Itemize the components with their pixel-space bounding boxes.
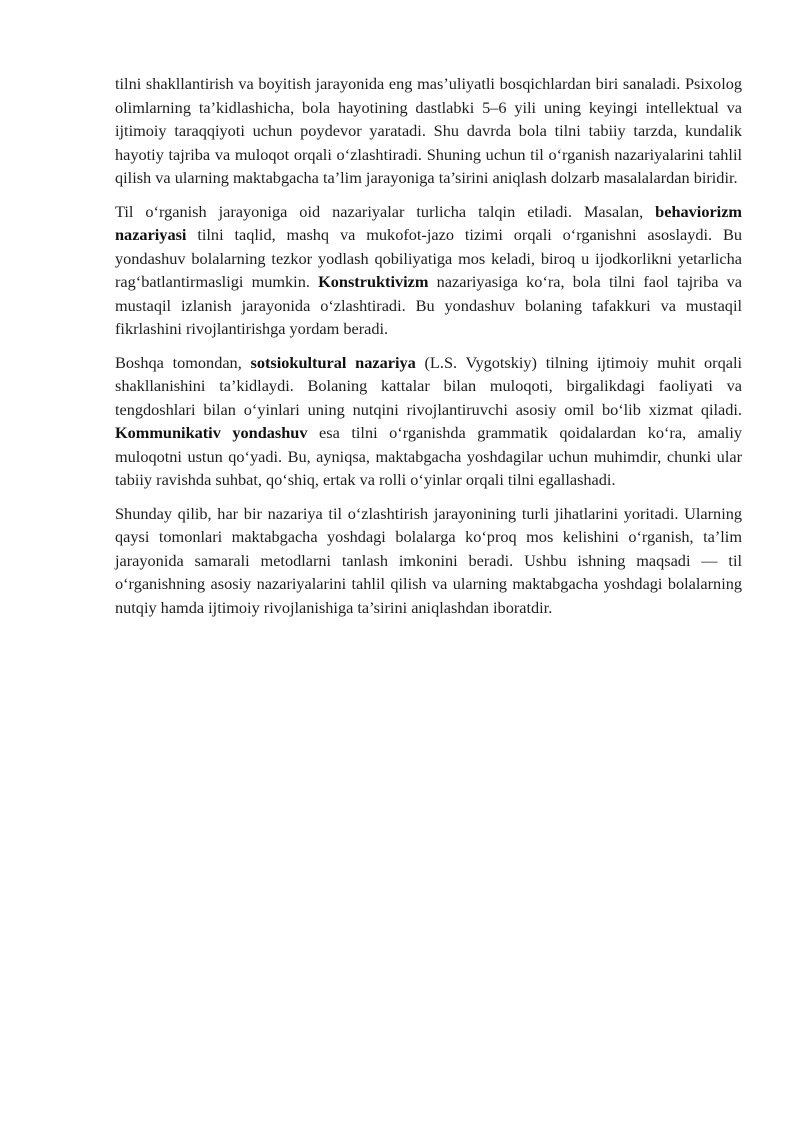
- paragraph-text: esa tilni o‘rganishda grammatik qoidalardan ko‘ra, amaliy muloqotni ustun qo‘yadi. Bu, ayniqsa, maktabgacha yoshdagilar uchun muhimdir, chunki ular tabiiy ravishda suhbat, qo‘shiq, ertak va rolli o‘yinlar orqali tilni egallashadi.: [115, 423, 742, 489]
- term-communicative: Kommunikativ yondashuv: [115, 423, 308, 442]
- term-behaviorism: behaviorizm nazariyasi: [115, 201, 742, 244]
- paragraph-theories: [115, 200, 742, 341]
- paragraph-text: Til o‘rganish jarayoniga oid nazariyalar turlicha talqin etiladi. Masalan,: [115, 201, 656, 221]
- document-body: [115, 72, 742, 629]
- term-constructivism: Konstruktivizm: [318, 272, 429, 291]
- paragraph-sociocultural: [115, 351, 742, 492]
- paragraph-text: (L.S. Vygotskiy) tilning ijtimoiy muhit orqali shakllanishini ta’kidlaydi. Bolaning kattalar bilan muloqoti, birgalikdagi faoliyati va tengdoshlari bilan o‘yinlari uning nutqini rivojlantiruvchi asosiy omil bo‘lib xizmat qiladi.: [115, 352, 742, 419]
- paragraph-text: tilni taqlid, mashq va mukofot-jazo tizimi orqali o‘rganishni asoslaydi. Bu yondashuv bolalarning tezkor yodlash qobiliyatiga mos keladi, biroq u ijodkorlikni yetarlicha rag‘batlantirmasligi mumkin.: [115, 225, 742, 291]
- paragraph-text: nazariyasiga ko‘ra, bola tilni faol tajriba va mustaqil izlanish jarayonida o‘zlashtiradi. Bu yondashuv bolaning tafakkuri va mustaqil fikrlashini rivojlantirishga yordam beradi.: [115, 272, 742, 338]
- paragraph-text: tilni shakllantirish va boyitish jarayonida eng mas’uliyatli bosqichlardan biri sanaladi. Psixolog olimlarning ta’kidlashicha, bola hayotining dastlabki 5–6 yili uning keyingi intellektual va ijtimoiy taraqqiyoti uchun poydevor yaratadi. Shu davrda bola tilni tabiiy tarzda, kundalik hayotiy tajriba va muloqot orqali o‘zlashtiradi. Shuning uchun til o‘rganish nazariyalarini tahlil qilish va ularning maktabgacha ta’lim jarayoniga ta’sirini aniqlash dolzarb masalalardan biridir.: [115, 74, 742, 187]
- paragraph-intro: [115, 72, 742, 190]
- term-sociocultural: sotsiokultural nazariya: [250, 352, 416, 372]
- paragraph-text: Boshqa tomondan,: [115, 352, 251, 372]
- paragraph-text: Shunday qilib, har bir nazariya til o‘zlashtirish jarayonining turli jihatlarini yoritadi. Ularning qaysi tomonlari maktabgacha yoshdagi bolalarga ko‘proq mos kelishini o‘rganish, ta’lim jarayonida samarali metodlarni tanlash imkonini beradi. Ushbu ishning maqsadi — til o‘rganishning asosiy nazariyalarini tahlil qilish va ularning maktabgacha yoshdagi bolalarning nutqiy hamda ijtimoiy rivojlanishiga ta’sirini aniqlashdan iboratdir.: [115, 503, 742, 617]
- paragraph-conclusion: [115, 502, 742, 620]
